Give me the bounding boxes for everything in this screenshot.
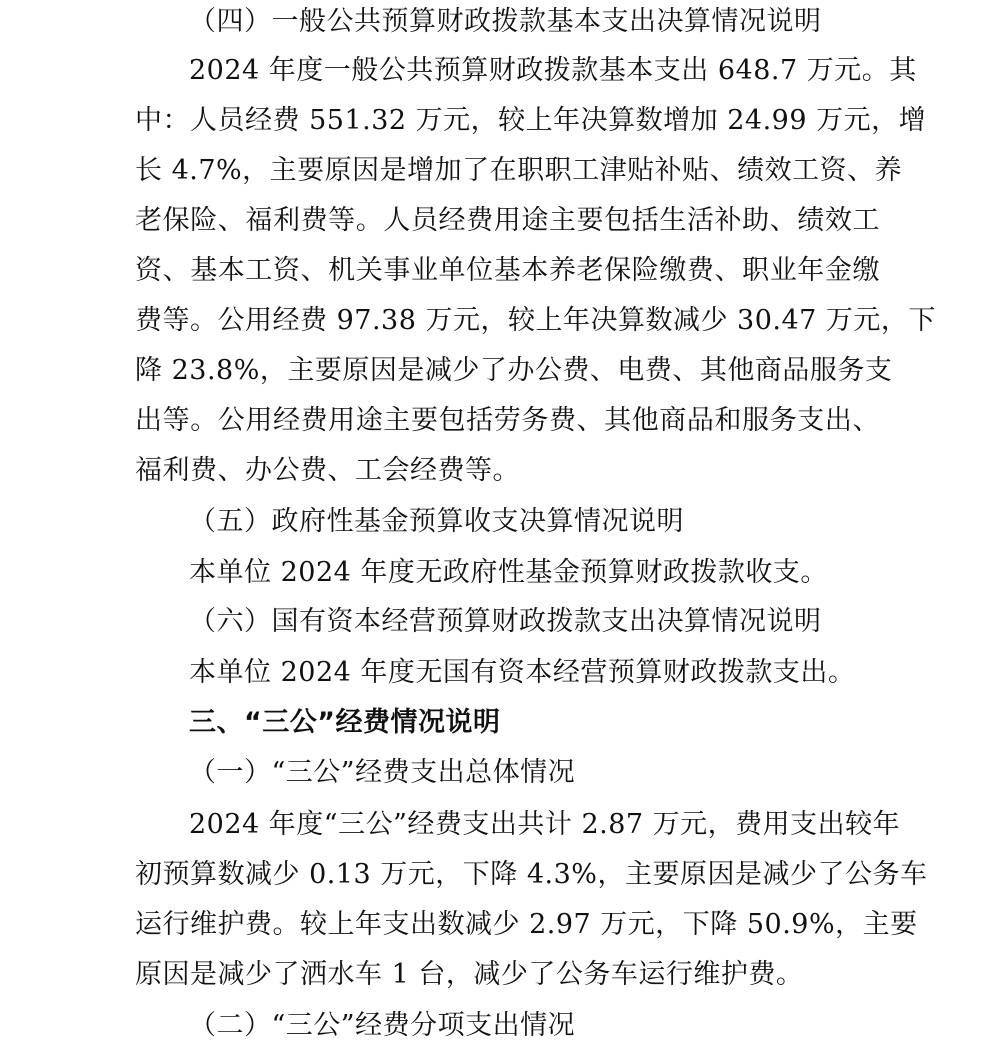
subsection-heading-2: （二）“三公”经费分项支出情况: [189, 1010, 576, 1041]
paragraph-line: 福利费、办公费、工会经费等。: [135, 455, 520, 486]
section-heading-4: （四）一般公共预算财政拨款基本支出决算情况说明: [189, 6, 822, 37]
paragraph-line: 降 23.8%，主要原因是减少了办公费、电费、其他商品服务支: [135, 355, 893, 386]
paragraph-line: 2024 年度一般公共预算财政拨款基本支出 648.7 万元。其: [189, 55, 917, 86]
paragraph-line: 老保险、福利费等。人员经费用途主要包括生活补助、绩效工: [135, 205, 880, 236]
paragraph-line: 初预算数减少 0.13 万元，下降 4.3%，主要原因是减少了公务车: [135, 859, 928, 890]
section-heading-6: （六）国有资本经营预算财政拨款支出决算情况说明: [189, 606, 822, 637]
subsection-heading-1: （一）“三公”经费支出总体情况: [189, 757, 576, 788]
part-heading-3: 三、“三公”经费情况说明: [189, 707, 501, 738]
paragraph-line: 长 4.7%，主要原因是增加了在职职工津贴补贴、绩效工资、养: [135, 155, 903, 186]
section-heading-5: （五）政府性基金预算收支决算情况说明: [189, 506, 684, 537]
paragraph-line: 本单位 2024 年度无国有资本经营预算财政拨款支出。: [189, 657, 856, 688]
paragraph-line: 出等。公用经费用途主要包括劳务费、其他商品和服务支出、: [135, 405, 880, 436]
paragraph-line: 2024 年度“三公”经费支出共计 2.87 万元，费用支出较年: [189, 809, 901, 840]
paragraph-line: 中：人员经费 551.32 万元，较上年决算数增加 24.99 万元，增: [135, 105, 927, 136]
paragraph-line: 原因是减少了洒水车 1 台，减少了公务车运行维护费。: [135, 959, 804, 990]
paragraph-line: 本单位 2024 年度无政府性基金预算财政拨款收支。: [189, 557, 828, 588]
paragraph-line: 资、基本工资、机关事业单位基本养老保险缴费、职业年金缴: [135, 255, 880, 286]
paragraph-line: 费等。公用经费 97.38 万元，较上年决算数减少 30.47 万元，下: [135, 305, 936, 336]
paragraph-line: 运行维护费。较上年支出数减少 2.97 万元，下降 50.9%，主要: [135, 909, 918, 940]
